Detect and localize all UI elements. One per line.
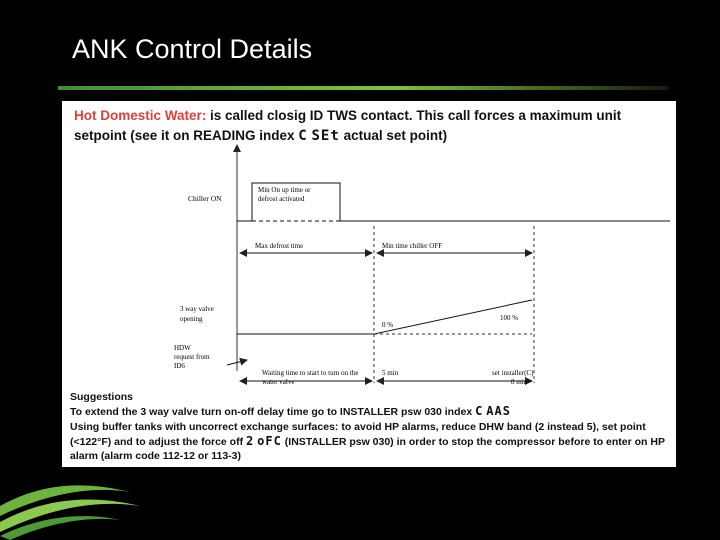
- header-lead: Hot Domestic Water:: [74, 108, 207, 123]
- suggestion-line-3: [70, 434, 670, 449]
- label-pct-0: 0 %: [382, 321, 394, 329]
- display-code-c: C: [298, 128, 308, 144]
- label-eight-min: 8 min: [511, 378, 528, 386]
- header-line2-post: actual set point): [343, 128, 448, 143]
- label-hdw-1: HDW: [174, 344, 191, 352]
- display-code-c-2: C: [475, 404, 484, 419]
- label-valve-1: 3 way valve: [180, 305, 214, 313]
- label-valve-2: opening: [180, 315, 203, 323]
- note-min-on-2: defrost activated: [258, 195, 305, 203]
- label-max-defrost: Max defrost time: [255, 242, 304, 250]
- suggestion-line-3-post: (INSTALLER psw 030) in order to stop the compressor before to enter on HP: [284, 435, 665, 448]
- slide-title: ANK Control Details: [72, 34, 313, 64]
- label-pct-100: 100 %: [500, 314, 519, 322]
- suggestion-line-2: Using buffer tanks with uncorrect exchange surfaces: to avoid HP alarms, reduce DHW band (2 instead 5), set point: [70, 420, 646, 433]
- display-code-ofc: oFC: [257, 433, 282, 448]
- label-chiller-on: Chiller ON: [188, 194, 222, 203]
- suggestion-line-1-text: To extend the 3 way valve turn on-off delay time go to INSTALLER psw 030 index: [70, 406, 473, 419]
- suggestions-block: [70, 390, 670, 463]
- display-code-set: SEt: [311, 128, 340, 144]
- label-five-min: 5 min: [382, 369, 399, 377]
- suggestion-line-3-pre: (<122°F) and to adjust the force off: [70, 435, 244, 448]
- decorative-swoosh-logo: [0, 470, 160, 540]
- label-hdw-2: request from: [174, 353, 210, 361]
- content-panel: [62, 101, 676, 467]
- suggestion-line-1: [70, 404, 670, 419]
- note-min-on-1: Min On up time or: [258, 186, 311, 194]
- label-min-time-off: Min time chiller OFF: [382, 242, 443, 250]
- label-waiting-1: Waiting time to start to turn on the: [262, 369, 359, 377]
- label-set-installer: set installer(C): [492, 369, 534, 377]
- header-line1-rest: is called closig ID TWS contact. This call forces a maximum unit: [206, 108, 622, 123]
- title-underline: [58, 86, 668, 90]
- suggestion-line-4: alarm (alarm code 112-12 or 113-3): [70, 450, 242, 463]
- suggestions-heading: Suggestions: [70, 391, 134, 403]
- label-hdw-3: ID6: [174, 362, 185, 370]
- display-code-aas: AAS: [486, 404, 511, 419]
- display-code-2: 2: [246, 433, 255, 448]
- label-waiting-2: water valve: [262, 378, 295, 386]
- header-line2-pre: setpoint (see it on READING index: [74, 128, 295, 143]
